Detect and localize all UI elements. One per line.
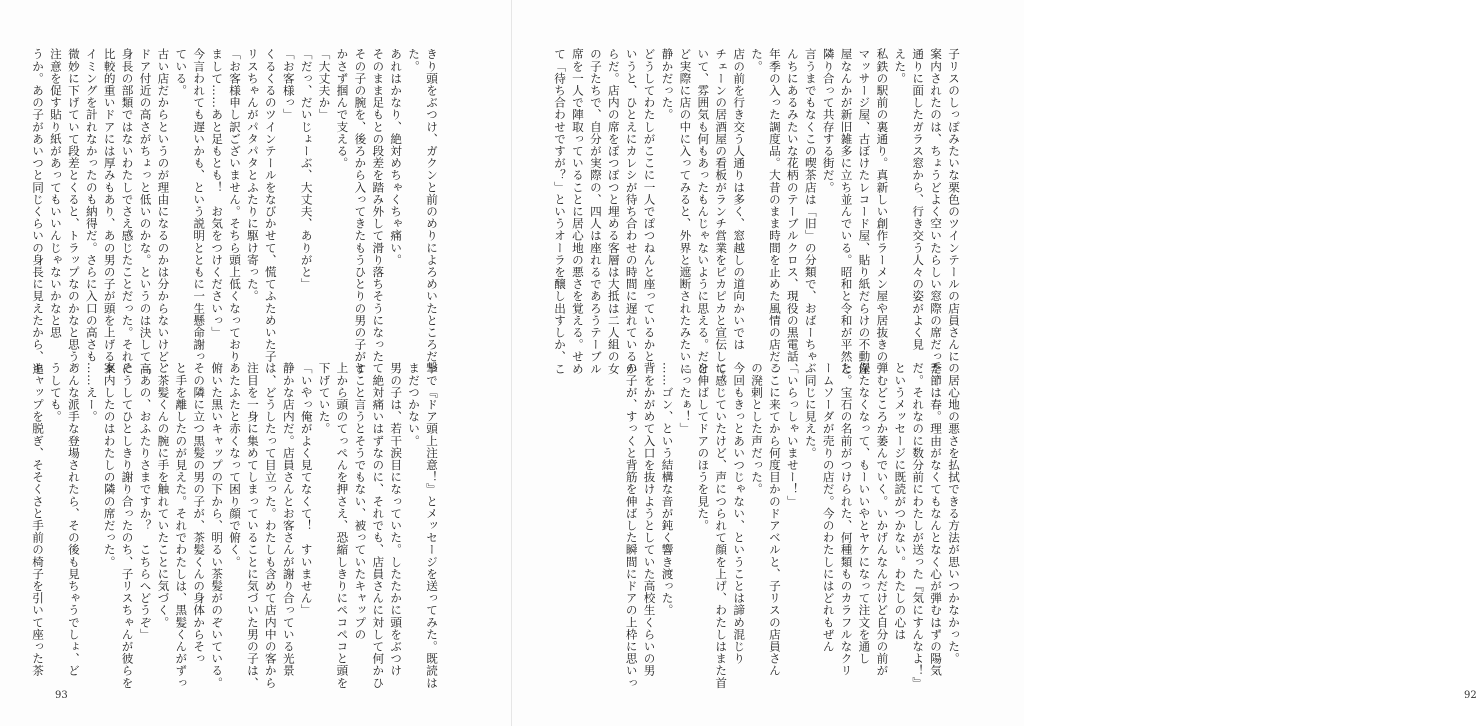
text-column: 注目を一身に集めてしまっていることに気づいた男の子は、 <box>245 362 260 689</box>
text-column: 「お客様申し訳ございません。そちら頭上低くなっており <box>228 48 243 363</box>
text-column: リスちゃんがパタパタとふたりに駆け寄った。 <box>245 48 260 303</box>
left-page <box>0 0 512 726</box>
text-column: に感じていたけど、声につられて顔を上げ、わたしはまた首 <box>714 362 729 689</box>
text-column: ームソーダが売りの店だ。今のわたしにはどれもぜん <box>821 362 836 653</box>
text-column: 上から頭のてっぺんを押さえ、恐縮しきりにペコペコと頭を <box>335 362 350 689</box>
text-column: 今回もきっとあいつじゃない、ということは諦め混じり <box>732 362 747 665</box>
text-column: あんな派手な登場されたら、その後も見ちゃうでしょ、ど <box>66 362 81 677</box>
text-column: らだ。店内の席をぽつぽつと埋める客層は大抵は二人組の女 <box>606 48 621 375</box>
text-column: 注意を促す貼り紙があってもいいんじゃないかなと思 <box>48 48 63 339</box>
text-column: て「待ち合わせですが？」というオーラを醸し出すしか、こ <box>553 48 568 375</box>
text-column: 通りに面したガラス窓から、行き交う人々の姿がよく見 <box>911 48 926 351</box>
text-column: 「ったぁ！」 <box>678 362 693 435</box>
text-column: て絶対痛いはずなのに、それでも、店員さんに対して何かひ <box>371 362 386 689</box>
text-column: とこと言うとそうでもない、被っていたキャップの <box>353 362 368 641</box>
right-page-top-text <box>553 48 962 387</box>
text-column: いうと、ひとえにカレシが待ち合わせの時間に遅れているか <box>624 48 639 375</box>
text-column: ドア付近の高さがちょっと低いのかな。というのは決して高 <box>138 48 153 375</box>
left-page-number: 93 <box>55 690 68 701</box>
text-column: と手を離したのが見えた。それでわたしは、黒髪くんがずっ <box>174 362 189 689</box>
text-column: そうしてひとしきり謝り合ったのち、子リスちゃんが彼らを <box>120 362 135 689</box>
text-column: の子たちで、自分が実際の、四人は座れるであろうテーブル <box>588 48 603 375</box>
text-column: イミングを計れなかったのも納得だ。さらに入口の高さも <box>84 48 99 363</box>
text-column: た。 <box>750 48 765 73</box>
text-column: 屋なんかが新旧雑多に立ち並んでいる。昭和と令和が平然と <box>839 48 854 375</box>
text-column: 微妙に下げていて段差とくると、トラップなのかなと思う。 <box>66 48 81 375</box>
right-page-bottom-text <box>537 362 962 689</box>
text-column: 案内されたのは、ちょうどよく空いたらしい窓際の席だった。 <box>929 48 944 387</box>
text-column: 席を一人で陣取っていることに居心地の悪さを覚える。せめ <box>570 48 585 375</box>
text-column: 私鉄の駅前の裏通り。真新しい創作ラーメン屋や居抜きの <box>875 48 890 363</box>
text-column: 身長の部類ではないわたしでさえ感じたことだった。それに <box>120 48 135 375</box>
text-column: 子リスのしっぽみたいな栗色のツインテールの店員さんに <box>947 48 961 363</box>
text-column: 「大丈夫か」 <box>317 48 332 121</box>
text-column: 弾むどころか萎んでいく。いかげんなんだけど自分の前が <box>875 362 890 677</box>
text-column: どうしてわたしがここに一人でぽつねんと座っているかと <box>642 48 657 363</box>
text-column: ている。 <box>174 48 189 97</box>
text-column: と茶髪くんの腕に手を触れていたことに気づく。 <box>156 362 171 629</box>
text-column: ど実際に店の中に入ってみると、外界と遮断されたみたいに <box>678 48 693 375</box>
text-column: ……えー。 <box>84 362 99 423</box>
text-column: まして……あと足もとも！ お気をつけくださいっ」 <box>210 48 225 339</box>
text-column: 「あの、おふたりさまですか？ こちらへどうぞ」 <box>138 362 153 641</box>
text-column: 比較的重いドアには厚みもあり、あの男の子が頭を上げるタ <box>102 48 117 375</box>
text-column: マッサージ屋、古ぼけたレコード屋、貼り紙だらけの不動産 <box>857 48 872 375</box>
left-page-top-text <box>31 48 440 375</box>
text-column: その隣に立つ黒髪の男の子が、茶髪くんの身体からそっ <box>192 362 207 665</box>
text-column: その子の腕を、後ろから入ってきたもうひとりの男の子がす <box>353 48 368 375</box>
left-page-bottom-text <box>31 362 440 689</box>
text-column: えた。 <box>893 48 908 85</box>
text-column: は、どうしたって目立った。わたしも含めて店内中の客から <box>263 362 278 689</box>
text-column: 「いらっしゃいませー！」 <box>785 362 800 508</box>
text-column: 今言われても遅いかも、という説明とともに一生懸命謝っ <box>192 48 207 363</box>
text-column: 「だっ、だいじょーぶ、大丈夫、ありがと」 <box>299 48 314 290</box>
text-column: の溌剌とした声だった。 <box>750 362 765 496</box>
text-column: 背をかがめて入口を抜けようとしていた高校生くらいの男 <box>642 362 657 677</box>
text-column: キャップを脱ぎ、そそくさと手前の椅子を引いて座った茶 <box>31 362 46 677</box>
text-column: た。 <box>407 48 422 73</box>
text-column: きり頭をぶつけ、ガクンと前のめりによろめいたところだっ <box>425 48 439 375</box>
text-column: んちにあるみたいな花柄のテーブルクロス、現役の黒電話、 <box>785 48 800 375</box>
text-column: 俯いた黒いキャップの下から、明るい茶髪がのぞいている。 <box>210 362 225 689</box>
text-column: くるくるのツインテールをなびかせて、慌てふためいた子 <box>263 48 278 363</box>
text-column: 保たなくなって、もーいいやとヤケになって注文を通し <box>857 362 872 665</box>
text-column: 静かだった。 <box>660 48 675 121</box>
text-column: というメッセージに既読がつかない。わたしの心は <box>893 362 908 641</box>
text-column: 「いやっ俺がよく見てなくて！ すいません」 <box>299 362 314 617</box>
text-column: た。宝石の名前がつけられた、何種類ものカラフルなクリ <box>839 362 854 677</box>
text-column: 古い店だからというのが理由になるのかは分からないけど、 <box>156 48 171 375</box>
text-column: を伸ばしてドアのほうを見た。 <box>696 362 711 532</box>
text-column: の子が、すっくと背筋を伸ばした瞬間にドアの上枠に思いっ <box>624 362 639 689</box>
text-column: 静かな店内だ。店員さんとお客さんが謝り合っている光景 <box>281 362 296 677</box>
text-column: ここに来てから何度目かのドアベルと、子リスの店員さん <box>767 362 782 677</box>
text-column: 下げていた。 <box>317 362 332 435</box>
text-column: だ。それなのに数分前にわたしが送った『気にすんなよ！』 <box>911 362 926 689</box>
text-column: 案内したのはわたしの隣の席だった。 <box>102 362 117 568</box>
text-column: あたふたと赤くなって困り顔で俯く。 <box>228 362 243 568</box>
right-page-number: 92 <box>1464 690 1477 701</box>
text-column: 隣り合って共存する街だ。 <box>821 48 836 194</box>
text-column: チェーンの居酒屋の看板がランチ営業をピカピカと宣伝して <box>714 48 729 375</box>
text-column: まだつかない。 <box>407 362 422 447</box>
text-column: そのまま足もとの段差を踏み外して滑り落ちそうになった <box>371 48 386 363</box>
text-column: うか。あの子があいつと同じくらいの身長に見えたから、追 <box>31 48 46 375</box>
text-column: ……ゴン、という結構な音が鈍く響き渡った。 <box>660 362 675 617</box>
text-column: かさず掴んで支える。 <box>335 48 350 169</box>
text-column: 「お客様っ」 <box>281 48 296 121</box>
text-column: 店の前を行き交う人通りは多く、窓越しの道向かいでは <box>732 48 747 351</box>
text-column: ぶ同じに見えた。 <box>803 362 818 459</box>
text-column: 撃で『ドア頭上注意！』とメッセージを送ってみた。既読は <box>425 362 439 689</box>
text-column: いて、雰囲気も何もあったもんじゃないように思える。だけ <box>696 48 711 375</box>
text-column: あれはかなり、絶対めちゃくちゃ痛い。 <box>389 48 404 266</box>
right-page <box>512 0 1477 726</box>
text-column: 年季の入った調度品。大昔のまま時間を止めた風情の店だっ <box>767 48 782 375</box>
text-column: 男の子は、若干涙目になっていた。したたかに頭をぶつけ <box>389 362 404 677</box>
text-column: の居心地の悪さを払拭できる方法が思いつかなかった。 <box>947 362 961 665</box>
text-column: 言うまでもなくこの喫茶店は「旧」の分類で、おばーちゃ <box>803 48 818 363</box>
text-column: うしても。 <box>48 362 63 423</box>
text-column: 季節は春。理由がなくてもなんとなく心が弾むはずの陽気 <box>929 362 944 677</box>
